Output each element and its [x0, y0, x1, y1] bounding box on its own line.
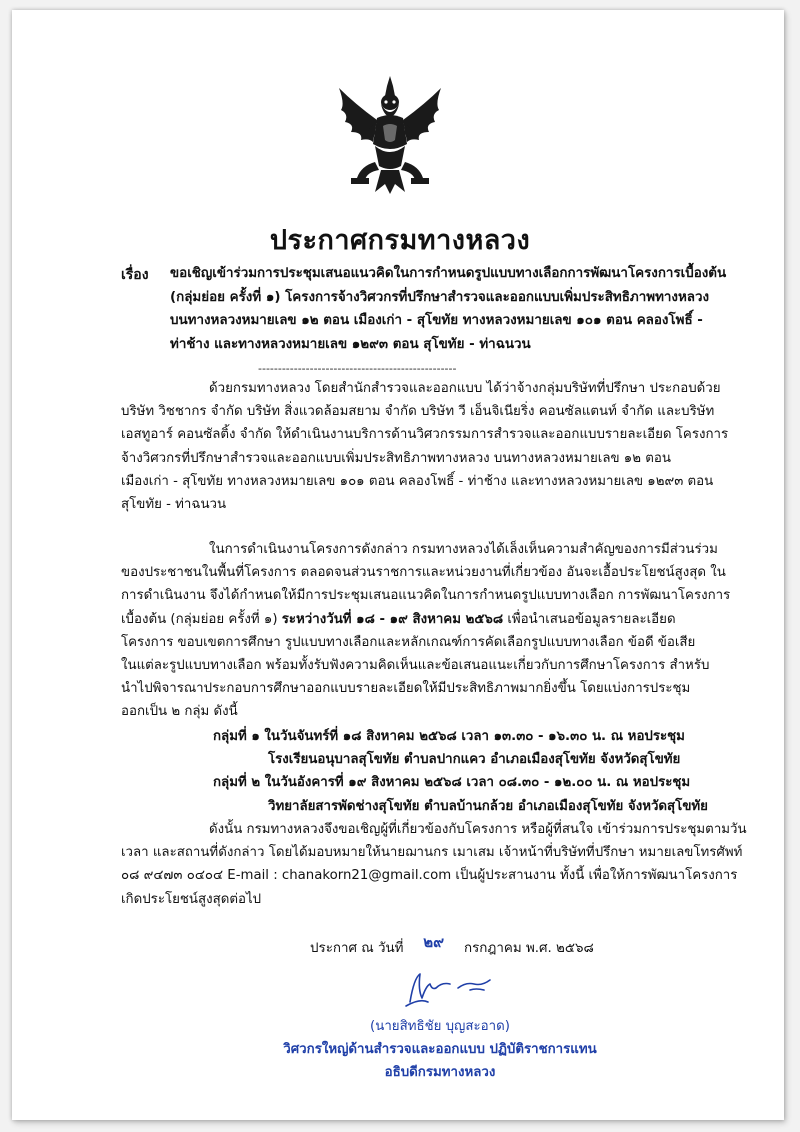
subject-text: [170, 262, 727, 356]
signer-organization: อธิบดีกรมทางหลวง: [384, 1065, 496, 1080]
contact-line: ๐๘ ๙๔๗๓ ๐๔๐๔ E-mail : chanakorn21@gmail.com เป็นผู้ประสานงาน ทั้งนี้ เพื่อให้การพัฒนาโครงการ: [121, 868, 738, 884]
paragraph-line: เอสทูอาร์ คอนซัลติ้ง จำกัด ให้ดำเนินงานบริการด้านวิศวกรรมการสำรวจและออกแบบรายละเอียด โครงการ: [121, 427, 729, 443]
text-run: เพื่อนำเสนอข้อมูลรายละเอียด: [503, 611, 676, 627]
paragraph-line: [121, 608, 711, 631]
paragraph-intro: [121, 377, 729, 516]
paragraph-line: บริษัท วิชชากร จำกัด บริษัท สิ่งแวดล้อมสยาม จำกัด บริษัท วี เอ็นจิเนียริ่ง คอนซัลแตนท์ จำกัด และบริษัท: [121, 404, 715, 420]
paragraph-line: ออกเป็น ๒ กลุ่ม ดังนี้: [121, 704, 238, 720]
divider-line: --------------------------------------------------: [258, 362, 457, 375]
date-prefix: ประกาศ ณ วันที่: [310, 941, 404, 956]
paragraph-line: โครงการ ขอบเขตการศึกษา รูปแบบทางเลือกและหลักเกณฑ์การคัดเลือกรูปแบบทางเลือก ข้อดี ข้อเสีย: [121, 634, 696, 650]
garuda-emblem-icon: [335, 74, 445, 196]
signer-name: (นายสิทธิชัย บุญสะอาด): [370, 1019, 510, 1034]
paragraph-line: ของประชาชนในพื้นที่โครงการ ตลอดจนส่วนราชการและหน่วยงานที่เกี่ยวข้อง อันจะเอื้อประโยชน์สูงสุด ใน: [121, 565, 726, 581]
paragraph-closing: [121, 818, 747, 911]
meeting-groups: [213, 725, 713, 818]
paragraph-line: ในการดำเนินงานโครงการดังกล่าว กรมทางหลวงได้เล็งเห็นความสำคัญของการมีส่วนร่วม: [209, 542, 718, 557]
group-1-venue: โรงเรียนอนุบาลสุโขทัย ตำบลปากแคว อำเภอเมืองสุโขทัย จังหวัดสุโขทัย: [268, 752, 681, 768]
subject-line: บนทางหลวงหมายเลข ๑๒ ตอน เมืองเก่า - สุโขทัย ทางหลวงหมายเลข ๑๐๑ ตอน คลองโพธิ์ -: [170, 313, 703, 328]
date-month-year: กรกฎาคม พ.ศ. ๒๕๖๘: [463, 941, 594, 956]
signer-position: วิศวกรใหญ่ด้านสำรวจและออกแบบ ปฏิบัติราชการแทน: [283, 1042, 597, 1057]
announcement-date: [310, 935, 594, 959]
group-1-line: กลุ่มที่ ๑ ในวันจันทร์ที่ ๑๘ สิงหาคม ๒๕๖๘ เวลา ๑๓.๓๐ - ๑๖.๓๐ น. ณ หอประชุม: [213, 729, 685, 744]
paragraph-line: เวลา และสถานที่ดังกล่าว โดยได้มอบหมายให้นายฌานกร เมาเสม เจ้าหน้าที่บริษัทที่ปรึกษา หมายเลขโทรศัพท์: [121, 845, 743, 861]
paragraph-line: ดังนั้น กรมทางหลวงจึงขอเชิญผู้ที่เกี่ยวข้องกับโครงการ หรือผู้ที่สนใจ เข้าร่วมการประชุมตามวัน: [209, 822, 747, 837]
handwritten-signature: [400, 968, 500, 1010]
group-2-line: กลุ่มที่ ๒ ในวันอังคารที่ ๑๙ สิงหาคม ๒๕๖๘ เวลา ๐๘.๓๐ - ๑๒.๐๐ น. ณ หอประชุม: [213, 775, 691, 791]
paragraph-line: การดำเนินงาน จึงได้กำหนดให้มีการประชุมเสนอแนวคิดในการกำหนดรูปแบบทางเลือก การพัฒนาโครงการ: [121, 588, 731, 604]
paragraph-line: นำไปพิจารณาประกอบการศึกษาออกแบบรายละเอียดให้มีประสิทธิภาพมากยิ่งขึ้น โดยแบ่งการประชุม: [121, 681, 691, 697]
subject-label: เรื่อง: [121, 267, 149, 283]
paragraph-line: จ้างวิศวกรที่ปรึกษาสำรวจและออกแบบเพิ่มประสิทธิภาพทางหลวง บนทางหลวงหมายเลข ๑๒ ตอน: [121, 450, 671, 466]
meeting-dates: ระหว่างวันที่ ๑๘ - ๑๙ สิงหาคม ๒๕๖๘: [281, 611, 504, 627]
group-2-venue: วิทยาลัยสารพัดช่างสุโขทัย ตำบลบ้านกล้วย อำเภอเมืองสุโขทัย จังหวัดสุโขทัย: [268, 798, 708, 814]
paragraph-line: [121, 864, 738, 887]
paragraph-line: ในแต่ละรูปแบบทางเลือก พร้อมทั้งรับฟังความคิดเห็นและข้อเสนอแนะเกี่ยวกับการศึกษาโครงการ สำหรับ: [121, 658, 710, 674]
paragraph-line: เมืองเก่า - สุโขทัย ทางหลวงหมายเลข ๑๐๑ ตอน คลองโพธิ์ - ท่าช้าง และทางหลวงหมายเลข ๑๒๙๓ ตอน: [121, 473, 714, 489]
paragraph-line: สุโขทัย - ท่าฉนวน: [121, 497, 227, 513]
subject-line: ท่าช้าง และทางหลวงหมายเลข ๑๒๙๓ ตอน สุโขทัย - ท่าฉนวน: [170, 336, 531, 352]
paragraph-line: เกิดประโยชน์สูงสุดต่อไป: [121, 891, 262, 907]
date-day: ๒๙: [423, 933, 445, 951]
page-title: ประกาศกรมทางหลวง: [269, 225, 531, 256]
subject-line: ขอเชิญเข้าร่วมการประชุมเสนอแนวคิดในการกำหนดรูปแบบทางเลือกการพัฒนาโครงการเบื้องต้น: [170, 266, 727, 281]
paragraph-meeting: [121, 538, 731, 724]
subject-line: (กลุ่มย่อย ครั้งที่ ๑) โครงการจ้างวิศวกรที่ปรึกษาสำรวจและออกแบบเพิ่มประสิทธิภาพทางหลวง: [170, 289, 710, 305]
text-run: เบื้องต้น (กลุ่มย่อย ครั้งที่ ๑): [121, 611, 282, 627]
paragraph-line: ด้วยกรมทางหลวง โดยสำนักสำรวจและออกแบบ ได้ว่าจ้างกลุ่มบริษัทที่ปรึกษา ประกอบด้วย: [209, 381, 721, 396]
